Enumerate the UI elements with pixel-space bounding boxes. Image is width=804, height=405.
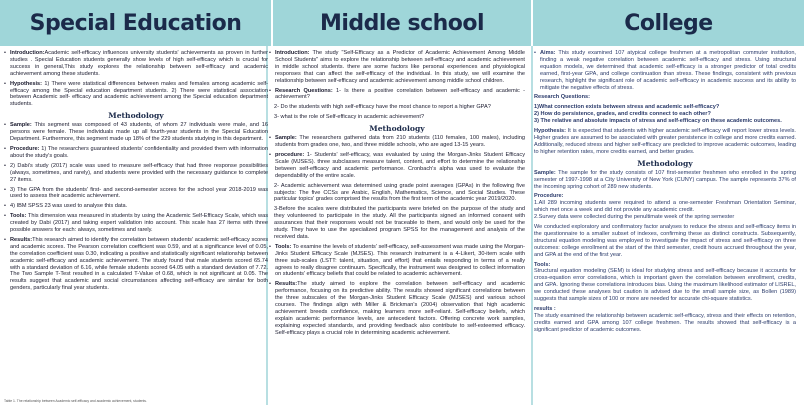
hypothesis-paragraph: • Hypothesis: 1) There were statistical differences between males and females among academic self- efficacy among the Special education department students. 2) There were statistical association between Academic self- efficacy and academic achievement among the Special education department students. <box>4 81 268 109</box>
header-cell-special-education <box>0 0 273 46</box>
research-question: 1)What connection exists between stress and academic self-efficacy? <box>534 104 720 111</box>
header-cell-college <box>533 0 804 46</box>
sample-paragraph: Sample: The sample for the study consists of 107 first-semester freshmen who enrolled in the spring semester of 1997-1998 at a City University of New York (CUNY) campus. The sample represents 37% of the incoming spring cohort of 289 new students. <box>534 169 796 190</box>
sample-paragraph: • Sample: The researchers gathered data from 210 students (110 females, 100 males), including students from grades one, two, and three middle schools, who are aged 13-15 years. <box>269 135 525 149</box>
research-questions: • Research Questions: 1- Is there a positive correlation between self-efficacy and academic - achievement? <box>269 88 525 102</box>
results-paragraph: • Results:The study aimed to explore the correlation between self-efficacy and academic performance, focusing on its predictive ability. The results showed significant correlations between the three subscales of the Morgan-Jinks Student Efficacy Scale (MJSES) and various school courses. The findings align with Miller & Brickman's (2004) observation that high academic achievement breeds confidence, making learners more self-reliant. Self-efficacy beliefs, which explain academic performance levels, are antecedent factors. Offering concrete work samples, explaining expected standards, and providing feedback also contribute to self-esteemed efficacy. Self-efficacy plays a crucial role in determining academic achievement. <box>269 281 525 336</box>
methodology-heading: Methodology <box>637 158 693 168</box>
procedure-step: 1.All 289 incoming students were required to attend a one-semester Freshman Orientation Seminar, which met once a week and did not provide any academic credit. <box>534 200 796 214</box>
research-question: 2- Do the students with high self-efficacy have the most chance to report a higher GPA? <box>274 104 491 111</box>
column-title-college: College <box>624 10 713 36</box>
results-paragraph: • Results:This research aimed to identify the correlation between students' academic self-efficacy scores and academic scores. The Pearson correlation coefficient was 0.59, and at a significance level of 0.05, the correlation coefficient was 0.30, indicating a positive and statistically significant relationship between academic self-efficacy and academic achievement. The study found that male students scored 65.74 with a standard deviation of 6.16, while female students scored 64.05 with a standard deviation of 7.72. The Two Sample T-Test resulted in a calculated T-Value of 0.68, which is not significant at 0.05. The results suggest that academic and social circumstances affecting self-efficacy are similar for both genders, particularly final year students. <box>4 237 268 292</box>
procedure-step: 3-Before the scales were distributed the participants were briefed on the purpose of the study and they volunteered to participate in the study. All the participants signed an informed consent with assurances that their responses would not be traceable to them, and would only be used for the study. They have to use the specialized program SPSS for the management and analysis of the received data. <box>274 206 525 240</box>
special-education-column <box>4 50 268 403</box>
hypothesis-paragraph: Hypothesis: It is expected that students with higher academic self-efficacy will report lower stress levels. Higher grades are assumed to be associated with greater persistence in college and more credits earned. Additionally, reduced stress and higher self-efficacy are predicted to improve academic outcomes, leading to higher retention rates, more credits earned, and better grades. <box>534 128 796 155</box>
column-title-special-education: Special Education <box>29 10 242 36</box>
procedure-heading: Procedure: <box>534 193 564 200</box>
intro-paragraph: • Introduction: The study "Self-Efficacy as a Predictor of Academic Achievement Among Middle School Students" aims to explore the relationship between self-efficacy and academic achievement in middle school students. there are some factors like personal experiences and physiological responses that can affect the self-efficacy of the individual. In this study, we will examine the relationship between self-efficacy and academic achievement among middle school children. <box>269 50 525 85</box>
procedure-step: 2.Survey data were collected during the penultimate week of the spring semester <box>534 214 735 221</box>
research-question: 3- what is the role of Self-efficacy in academic achievement? <box>274 114 425 121</box>
sample-paragraph: • Sample: This segment was composed of 43 students, of whom 27 individuals were male, and 16 persons were female. These individuals made up all fourth-year students in the Special Education Department. Furthermore, this segment made up 18% of the 229 students studying in this department. <box>4 122 268 143</box>
header-cell-middle-school <box>273 0 533 46</box>
tools-paragraph: Structural equation modeling (SEM) is ideal for studying stress and self-efficacy because it accounts for cross-equation error correlations, which is important given the correlation between enrollment, credits, and GPA. Ignoring these correlations introduces bias. Using the maximum likelihood estimator of LISREL, we conducted these analyses but caution is advised due to the small sample size, as Bollen (1989) suggests that sample sizes of 100 or more are needed for accurate chi-square statistics. <box>534 268 796 303</box>
procedure-step: 2- Academic achievement was determined using grade point averages (GPAs) in the following five subjects: The five CCSs are Arabic, English, Mathematics, Science, and Social Studies. These particular topics' grades comprised the results from the first term of the academic year 2019/2020. <box>274 182 525 203</box>
research-questions-heading: Research Questions: <box>534 94 590 101</box>
analysis-paragraph: We conducted exploratory and confirmatory factor analyses to reduce the stress and self-efficacy items in the questionnaire to a smaller subset of indexes, confirming these as distinct constructs. Subsequently, structural equation modeling was employed to investigate the impact of stress and self-efficacy on three outcomes: college enrollment at the start of the third semester, credit hours accrued throughout the year, and GPA at the end of the first year. <box>534 224 796 258</box>
results-heading: results : <box>534 306 556 312</box>
middle-school-column <box>269 50 525 403</box>
tools-paragraph: • Tools: This dimension was measured in students by using the Academic Self-Efficacy Scale, which was created by Dabi (2017) and taking expert validation into account. This scale has 27 items with three possible answers for each: always, sometimes and rarely. <box>4 213 268 234</box>
procedure-step: • 4) IBM SPSS 23 was used to analyse this data. <box>4 203 268 210</box>
methodology-heading: Methodology <box>369 124 425 134</box>
header-bar <box>0 0 804 46</box>
faded-overlay <box>302 372 446 396</box>
procedure-step: • 2) Dabi's study (2017) scale was used to measure self-efficacy that had three response possibilities (always, sometimes, and rarely), and students were provided with the necessary guidance to complete 27 items. <box>4 163 268 184</box>
table-footnote: Table 1. The relationship between Academic self-efficacy and academic achievement, students. <box>4 399 147 403</box>
procedure-step: • 3) The GPA from the students' first- and second-semester scores for the school year 2018-2019 was used to assess their academic achievement. <box>4 187 268 201</box>
intro-paragraph: • Introduction:Academic self-efficacy influences university students' achievements as proven in further studies . Special Education students generally show levels of high self-efficacy which is crucial for success in general,This study explores the relationship between self-efficacy and academic achievement among these students. <box>4 50 268 78</box>
tools-paragraph: • Tools: To examine the levels of students' self-efficacy, self-assessment was made using the Morgan-Jinks Student Efficacy Scale (MJSES). This research instrument is a 4-Likert, 30-item scale with three sub-scales (LSTT: talent, situation, and effort) that entails responding in terms of a really agrees to really disagree continuum. Specifically, the instrument was designed to collect information on students' efficacy beliefs that could be related to academic achievement. <box>269 244 525 279</box>
methodology-heading: Methodology <box>108 111 164 121</box>
tools-heading: Tools: <box>534 261 551 268</box>
research-question: 2) How do persistence, grades, and credits connect to each other? <box>534 111 711 118</box>
column-divider <box>531 46 533 405</box>
procedure-paragraph: • Procedure: 1) The researchers guaranteed students' confidentiality and provided them with information about the study's goals. <box>4 146 268 160</box>
column-title-middle-school: Middle school <box>319 10 485 36</box>
research-question: 3) The relative and absolute impacts of stress and self-efficacy on these academic outcomes. <box>534 118 782 125</box>
results-paragraph: The study examined the relationship between academic self-efficacy, stress and their effects on retention, credits earned and GPA among 107 college freshmen. The results showed that self-efficacy is a significant predictor of academic outcomes. <box>534 312 796 333</box>
procedure-paragraph: • procedure: 1- Students' self-efficacy, was evaluated by using the Morgan-Jinks Student Efficacy Scale (MJSES). three subclasses measure talent, content, and effort to determine the relationship between self-efficacy and academic performance. Cronbach's alpha was used to evaluate the dependability of the entire scale. <box>269 152 525 180</box>
college-column <box>534 50 796 403</box>
aims-paragraph: • Aims: This study examined 107 atypical college freshmen at a metropolitan commuter institution, finding a weak negative correlation between academic self-efficacy and stress. Using structural equation models, we determined that academic self-efficacy is a stronger predictor of total credits earned, first-year GPA, and college continuation than stress. These findings, consistent with previous research, highlight the significant role of academic self-efficacy in academic success and its ability to mitigate the negative effects of stress. <box>534 50 796 91</box>
